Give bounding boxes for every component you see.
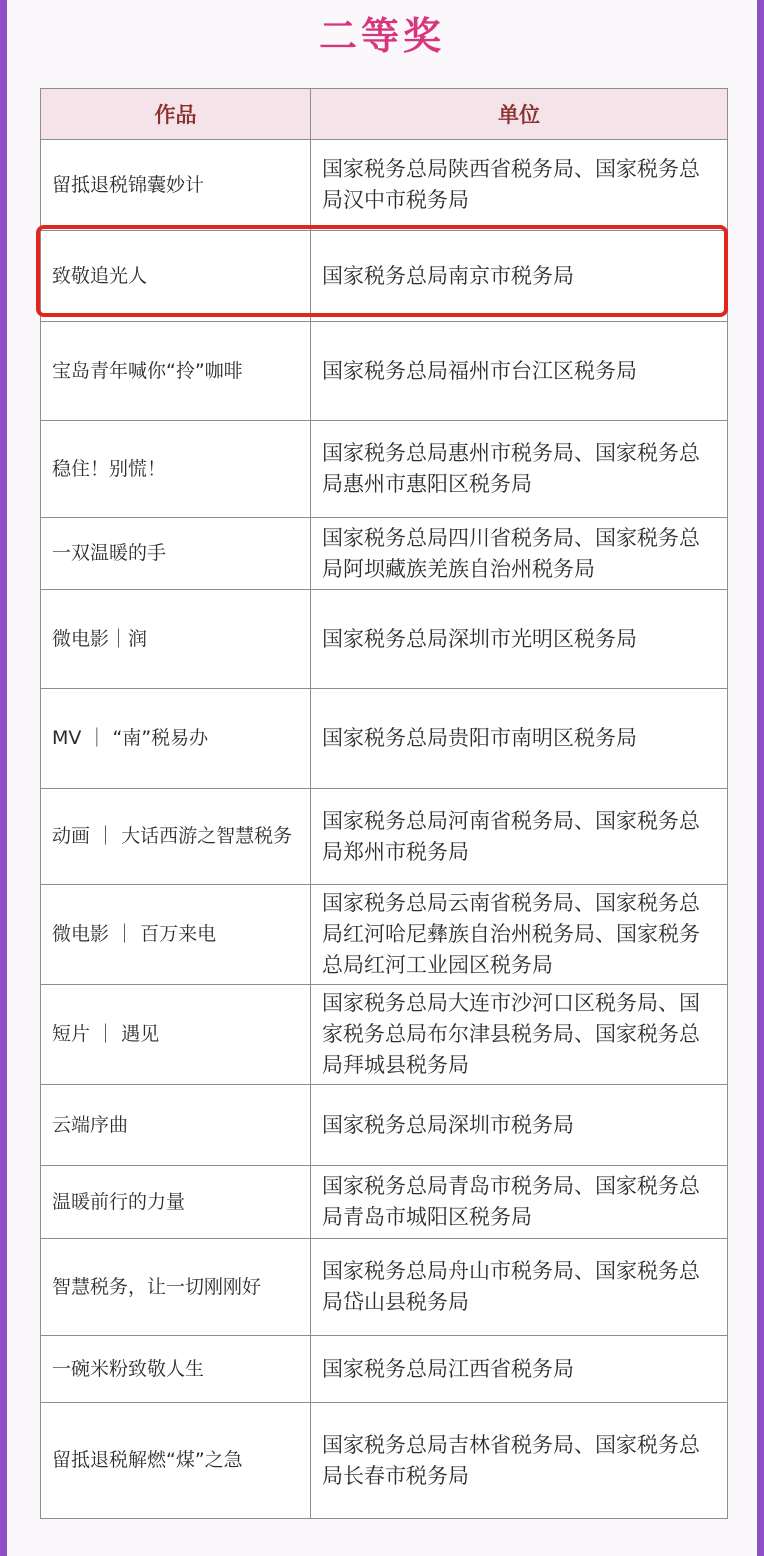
unit-cell: 国家税务总局福州市台江区税务局 <box>311 322 728 421</box>
unit-cell: 国家税务总局大连市沙河口区税务局、国家税务总局布尔津县税务局、国家税务总局拜城县税务局 <box>311 985 728 1085</box>
unit-cell: 国家税务总局惠州市税务局、国家税务总局惠州市惠阳区税务局 <box>311 421 728 518</box>
table-row <box>41 421 728 518</box>
work-cell: 微电影｜润 <box>41 590 311 689</box>
awards-table <box>40 88 728 1519</box>
unit-cell: 国家税务总局四川省税务局、国家税务总局阿坝藏族羌族自治州税务局 <box>311 518 728 590</box>
work-cell: 微电影 ｜ 百万来电 <box>41 885 311 985</box>
unit-cell: 国家税务总局云南省税务局、国家税务总局红河哈尼彝族自治州税务局、国家税务总局红河工业园区税务局 <box>311 885 728 985</box>
table-row <box>41 1166 728 1239</box>
table-row <box>41 518 728 590</box>
table-row <box>41 322 728 421</box>
header-work: 作品 <box>41 89 311 140</box>
unit-cell: 国家税务总局南京市税务局 <box>311 231 728 322</box>
work-cell: 温暖前行的力量 <box>41 1166 311 1239</box>
work-cell: 留抵退税锦囊妙计 <box>41 140 311 231</box>
unit-cell: 国家税务总局青岛市税务局、国家税务总局青岛市城阳区税务局 <box>311 1166 728 1239</box>
unit-cell: 国家税务总局舟山市税务局、国家税务总局岱山县税务局 <box>311 1239 728 1336</box>
work-cell: 宝岛青年喊你“拎”咖啡 <box>41 322 311 421</box>
table-row <box>41 789 728 885</box>
work-cell: 致敬追光人 <box>41 231 311 322</box>
unit-cell: 国家税务总局深圳市税务局 <box>311 1085 728 1166</box>
unit-cell: 国家税务总局河南省税务局、国家税务总局郑州市税务局 <box>311 789 728 885</box>
table-row <box>41 590 728 689</box>
table-row <box>41 1403 728 1519</box>
table-row <box>41 1085 728 1166</box>
header-unit: 单位 <box>311 89 728 140</box>
table-row <box>41 1239 728 1336</box>
work-cell: 留抵退税解燃“煤”之急 <box>41 1403 311 1519</box>
unit-cell: 国家税务总局深圳市光明区税务局 <box>311 590 728 689</box>
unit-cell: 国家税务总局江西省税务局 <box>311 1336 728 1403</box>
page-title: 二等奖 <box>318 14 445 58</box>
work-cell: 云端序曲 <box>41 1085 311 1166</box>
work-cell: 动画 ｜ 大话西游之智慧税务 <box>41 789 311 885</box>
work-cell: 稳住！别慌！ <box>41 421 311 518</box>
right-frame-border <box>757 0 764 1556</box>
table-row <box>41 689 728 789</box>
table-row <box>41 140 728 231</box>
table-row <box>41 885 728 985</box>
table-header-row <box>41 89 728 140</box>
unit-cell: 国家税务总局吉林省税务局、国家税务总局长春市税务局 <box>311 1403 728 1519</box>
left-frame-border <box>0 0 7 1556</box>
table-row <box>41 231 728 322</box>
work-cell: 智慧税务，让一切刚刚好 <box>41 1239 311 1336</box>
unit-cell: 国家税务总局贵阳市南明区税务局 <box>311 689 728 789</box>
unit-cell: 国家税务总局陕西省税务局、国家税务总局汉中市税务局 <box>311 140 728 231</box>
table-row <box>41 985 728 1085</box>
work-cell: 一碗米粉致敬人生 <box>41 1336 311 1403</box>
table-row <box>41 1336 728 1403</box>
work-cell: MV ｜ “南”税易办 <box>41 689 311 789</box>
work-cell: 一双温暖的手 <box>41 518 311 590</box>
work-cell: 短片 ｜ 遇见 <box>41 985 311 1085</box>
